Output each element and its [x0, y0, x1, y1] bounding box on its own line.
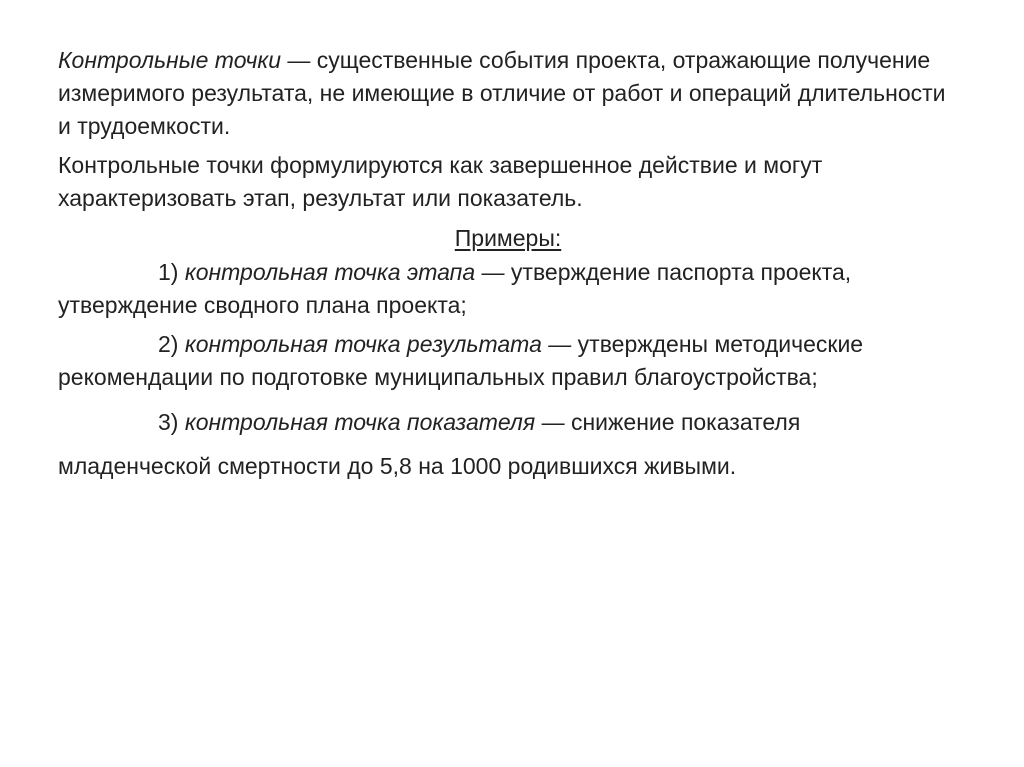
formulation-paragraph: Контрольные точки формулируются как завершенное действие и могут характеризовать этап, результат или показатель. — [58, 152, 823, 211]
examples-heading — [58, 221, 958, 256]
example-stage — [58, 256, 958, 322]
example-number: 2) — [158, 331, 185, 357]
example-number: 1) — [158, 259, 185, 285]
example-text: — снижение показателя младенческой смертности до 5,8 на 1000 родившихся живыми. — [58, 409, 801, 479]
example-term: контрольная точка результата — [184, 331, 542, 357]
example-result — [58, 328, 958, 394]
example-term: контрольная точка этапа — [184, 259, 476, 285]
definition-text: — существенные события проекта, отражающие получение измеримого результата, не имеющие в отличие от работ и операций длительности и трудоемкости. — [58, 47, 946, 139]
examples-heading-text: Примеры: — [454, 225, 562, 251]
definition-paragraph — [58, 44, 958, 143]
example-number: 3) — [158, 409, 185, 435]
example-term: контрольная точка показателя — [184, 409, 536, 435]
example-indicator — [58, 400, 958, 488]
definition-term: Контрольные точки — [58, 47, 282, 73]
example-text: — утверждение паспорта проекта, утверждение сводного плана проекта; — [58, 259, 852, 318]
example-text: — утверждены методические рекомендации по подготовке муниципальных правил благоустройства; — [58, 331, 864, 390]
slide-text-block — [58, 44, 958, 494]
